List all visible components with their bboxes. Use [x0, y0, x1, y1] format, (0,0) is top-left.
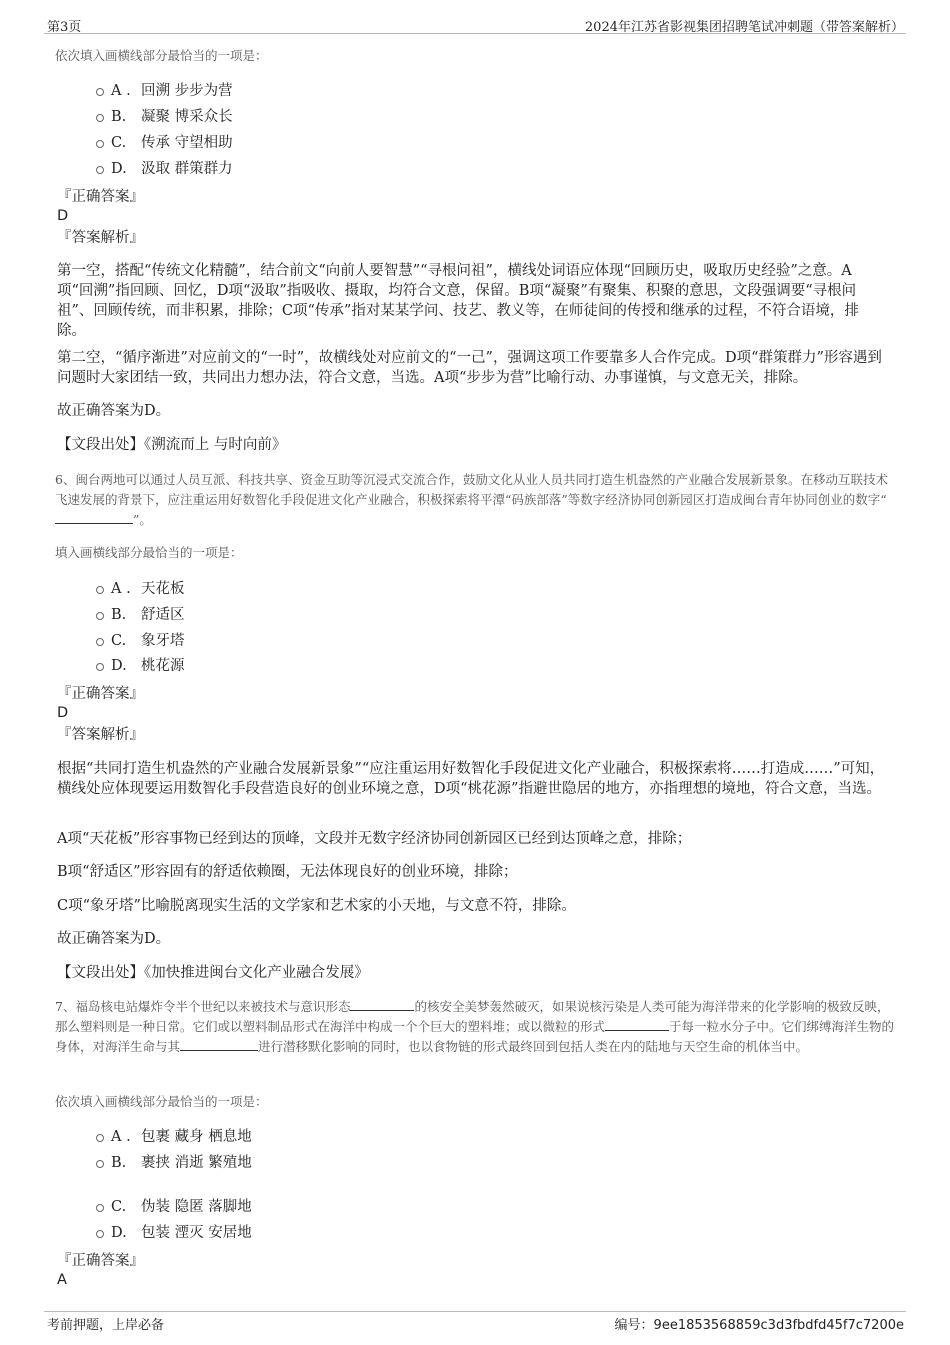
q6-option-a[interactable]: A . 天花板 [96, 579, 185, 599]
q7-option-b[interactable]: B. 裹挟 消逝 繁殖地 [96, 1153, 252, 1173]
q5-option-a[interactable]: A . 回溯 步步为营 [96, 81, 233, 101]
radio-icon[interactable] [96, 140, 104, 148]
q7-blank-3 [180, 1038, 258, 1051]
radio-icon[interactable] [96, 166, 104, 174]
radio-icon[interactable] [96, 612, 104, 620]
q6-analysis-p2: A项“天花板”形容事物已经到达的顶峰，文段并无数字经济协同创新园区已经到达顶峰之意，排除； [57, 831, 692, 847]
q5-option-b[interactable]: B. 凝聚 博采众长 [96, 107, 233, 127]
q6-analysis-p4: C项“象牙塔”比喻脱离现实生活的文学家和艺术家的小天地，与文意不符，排除。 [57, 898, 576, 914]
q7-answer-label: 『正确答案』 [57, 1253, 144, 1269]
q7-option-a[interactable]: A . 包裹 藏身 栖息地 [96, 1127, 252, 1147]
q7-prompt: 依次填入画横线部分最恰当的一项是： [55, 1094, 268, 1109]
q5-option-c[interactable]: C. 传承 守望相助 [96, 133, 233, 153]
radio-icon[interactable] [96, 1204, 104, 1212]
q6-analysis-p3: B项“舒适区”形容固有的舒适依赖圈，无法体现良好的创业环境，排除； [57, 864, 518, 880]
q6-prompt: 填入画横线部分最恰当的一项是： [55, 545, 243, 560]
q5-answer: D [57, 208, 69, 224]
q5-source: 【文段出处】《溯流而上 与时向前》 [57, 437, 287, 453]
q6-analysis-p1: 根据“共同打造生机盎然的产业融合发展新景象”“应注重运用好数智化手段促进文化产业融合，积极探索将……打造成……”可知，横线处应体现要运用数智化手段营造良好的创业环境之意，D项“桃花源”指避世隐居的地方，亦指理想的境地，符合文意，当选。 [57, 761, 885, 797]
q5-answer-label: 『正确答案』 [57, 189, 144, 205]
q7-option-c[interactable]: C. 伪装 隐匿 落脚地 [96, 1197, 252, 1217]
radio-icon[interactable] [96, 1134, 104, 1142]
footer-slogan: 考前押题，上岸必备 [47, 1318, 165, 1333]
radio-icon[interactable] [96, 1230, 104, 1238]
q6-answer: D [57, 705, 69, 721]
q6-blank [55, 511, 133, 524]
q6-analysis-p5: 故正确答案为D。 [57, 931, 171, 947]
radio-icon[interactable] [96, 88, 104, 96]
q5-prompt: 依次填入画横线部分最恰当的一项是： [55, 48, 268, 63]
q6-answer-label: 『正确答案』 [57, 686, 144, 702]
q6-source: 【文段出处】《加快推进闽台文化产业融合发展》 [57, 965, 369, 981]
radio-icon[interactable] [96, 638, 104, 646]
q5-analysis-p3: 故正确答案为D。 [57, 403, 171, 419]
header-divider [44, 33, 906, 34]
radio-icon[interactable] [96, 586, 104, 594]
radio-icon[interactable] [96, 114, 104, 122]
q7-blank-2 [605, 1018, 669, 1031]
page-number: 第3页 [47, 20, 82, 35]
q5-option-d[interactable]: D. 汲取 群策群力 [96, 159, 233, 179]
q6-option-d[interactable]: D. 桃花源 [96, 656, 185, 676]
q6-option-c[interactable]: C. 象牙塔 [96, 631, 185, 651]
q6-stem: 6、闽台两地可以通过人员互派、科技共享、资金互助等沉浸式交流合作，鼓励文化从业人员共同打造生机盎然的产业融合发展新景象。在移动互联技术飞速发展的背景下，应注重运用好数智化手段促进文化产业融合，积极探索将平潭“码族部落”等数字经济协同创新园区打造成闽台青年协同创业的数字“”。 [55, 472, 888, 527]
q7-stem: 7、福岛核电站爆炸令半个世纪以来被技术与意识形态 的核安全美梦轰然破灭，如果说核污染是人类可能为海洋带来的化学影响的极致反映，那么塑料则是一种日常。它们或以塑料制品形式在海洋中构成一个个巨大的塑料堆；或以微粒的形式 于每一粒水分子中。它们绑缚海洋生物的身体，对海洋生命与其 进行潜移默化影响的同时，也以食物链的形式最终回到包括人类在内的陆地与天空生命的机体当中。 [55, 999, 895, 1054]
q6-analysis-label: 『答案解析』 [57, 727, 144, 743]
footer-divider [44, 1311, 906, 1312]
footer-code: 编号：9ee1853568859c3d3fbdfd45f7c7200e [614, 1318, 904, 1333]
q7-option-d[interactable]: D. 包装 湮灭 安居地 [96, 1223, 252, 1243]
q7-answer: A [57, 1272, 67, 1288]
q6-option-b[interactable]: B. 舒适区 [96, 605, 185, 625]
q5-analysis-p2: 第二空，“循序渐进”对应前文的“一时”，故横线处对应前文的“一己”，强调这项工作要靠多人合作完成。D项“群策群力”形容遇到问题时大家团结一致，共同出力想办法，符合文意，当选。A项“步步为营”比喻行动、办事谨慎，与文意无关，排除。 [57, 350, 882, 386]
q5-analysis-label: 『答案解析』 [57, 230, 144, 246]
q5-analysis-p1: 第一空，搭配“传统文化精髓”，结合前文“向前人要智慧”“寻根问祖”，横线处词语应体现“回顾历史，吸取历史经验”之意。A项“回溯”指回顾、回忆，D项“汲取”指吸收、摄取，均符合文意，保留。B项“凝聚”有聚集、积聚的意思，文段强调要“寻根问祖”、回顾传统，而非积累，排除；C项“传承”指对某某学问、技艺、教义等，在师徒间的传授和继承的过程，不符合语境，排除。 [57, 263, 859, 339]
radio-icon[interactable] [96, 1160, 104, 1168]
radio-icon[interactable] [96, 663, 104, 671]
document-title: 2024年江苏省影视集团招聘笔试冲刺题（带答案解析） [584, 20, 904, 35]
q7-blank-1 [350, 998, 414, 1011]
